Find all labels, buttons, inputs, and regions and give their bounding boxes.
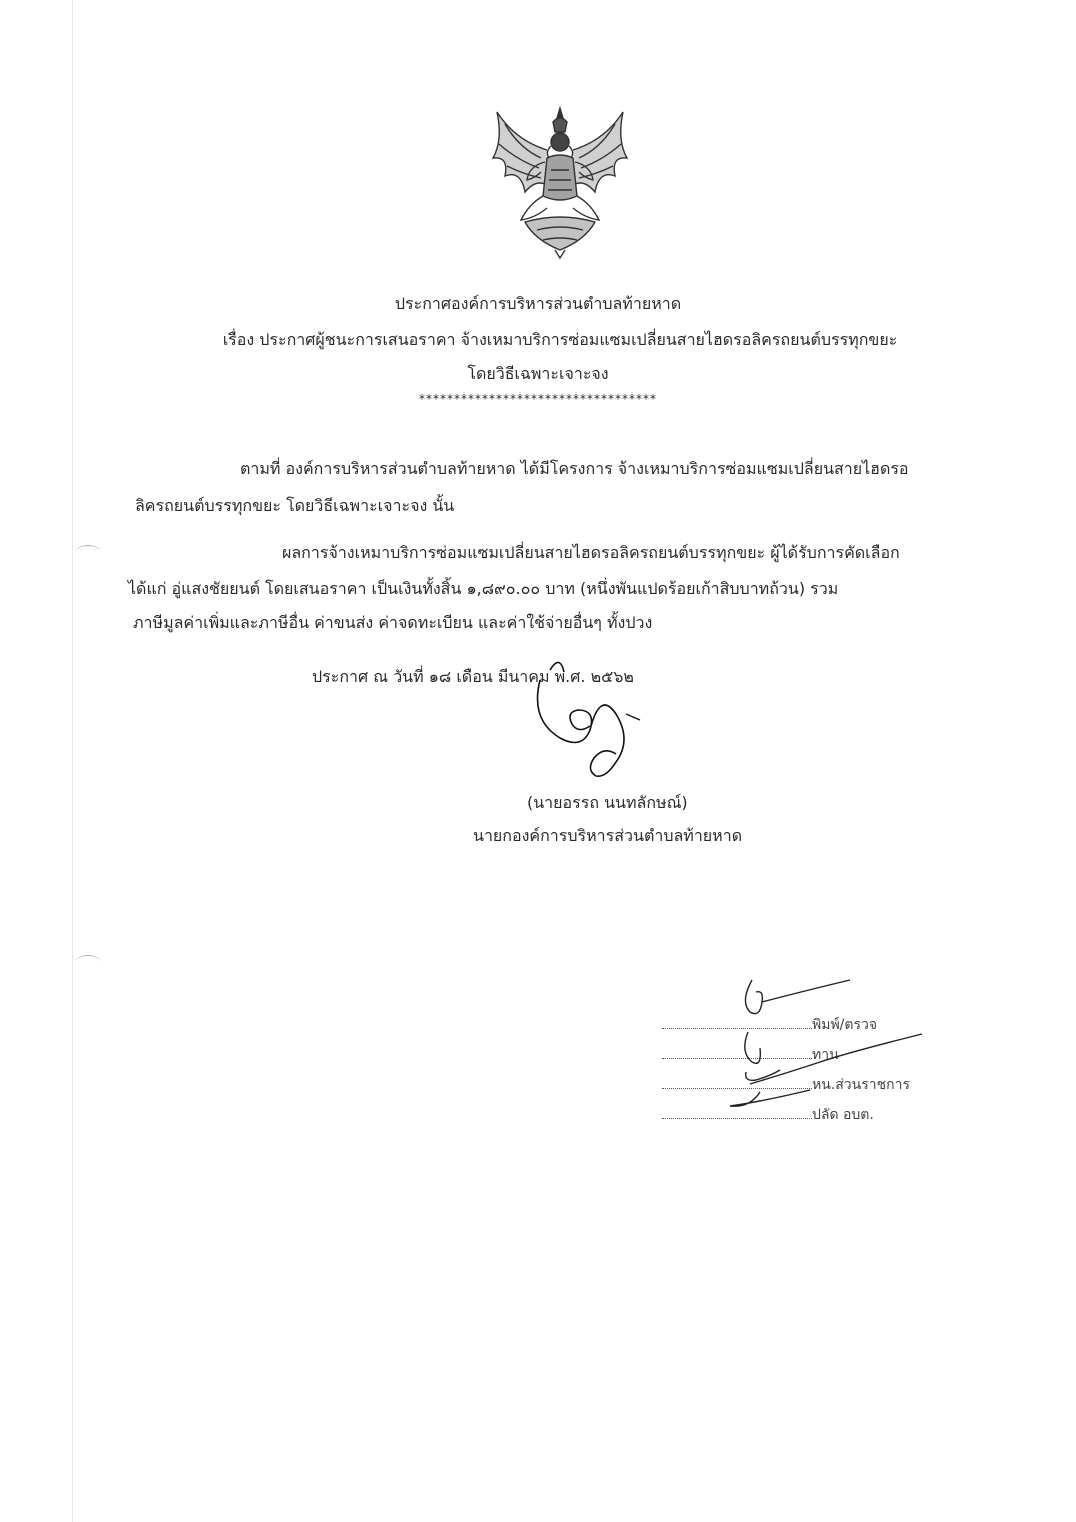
punch-hole-mark <box>75 955 101 970</box>
routing-label: พิมพ์/ตรวจ <box>812 1017 878 1033</box>
paragraph-2-line-1: ผลการจ้างเหมาบริการซ่อมแซมเปลี่ยนสายไฮดรอลิครถยนต์บรรทุกขยะ ผู้ได้รับการคัดเลือก <box>282 543 900 562</box>
announcement-title: ประกาศองค์การบริหารส่วนตำบลท้ายหาด <box>394 294 682 313</box>
separator-stars: ********************************** <box>419 392 657 406</box>
announcement-date: ประกาศ ณ วันที่ ๑๘ เดือน มีนาคม พ.ศ. ๒๕๖๒ <box>312 667 634 686</box>
announcement-subject: เรื่อง ประกาศผู้ชนะการเสนอราคา จ้างเหมาบริการซ่อมแซมเปลี่ยนสายไฮดรอลิครถยนต์บรรทุกขยะ <box>222 330 898 349</box>
scan-edge <box>72 0 73 1522</box>
routing-label: ทาน <box>812 1047 839 1063</box>
handwritten-signature <box>520 650 670 790</box>
garuda-emblem-icon <box>485 100 635 260</box>
routing-label: หน.ส่วนราชการ <box>812 1077 910 1093</box>
paragraph-2-line-3: ภาษีมูลค่าเพิ่มและภาษีอื่น ค่าขนส่ง ค่าจดทะเบียน และค่าใช้จ่ายอื่นๆ ทั้งปวง <box>133 613 653 632</box>
punch-hole-mark <box>75 545 101 560</box>
procurement-method: โดยวิธีเฉพาะเจาะจง <box>467 364 609 383</box>
signatory-position: นายกองค์การบริหารส่วนตำบลท้ายหาด <box>473 826 743 845</box>
handwritten-initials <box>700 972 930 1122</box>
paragraph-1-line-1: ตามที่ องค์การบริหารส่วนตำบลท้ายหาด ได้มีโครงการ จ้างเหมาบริการซ่อมแซมเปลี่ยนสายไฮดรอ <box>240 459 909 478</box>
paragraph-1-line-2: ลิครถยนต์บรรทุกขยะ โดยวิธีเฉพาะเจาะจง นั้น <box>135 496 455 515</box>
paragraph-2-line-2: ได้แก่ อู่แสงชัยยนต์ โดยเสนอราคา เป็นเงินทั้งสิ้น ๑,๘๙๐.๐๐ บาท (หนึ่งพันแปดร้อยเก้าสิบบาทถ้วน) รวม <box>128 579 839 598</box>
routing-label: ปลัด อบต. <box>812 1107 874 1123</box>
signatory-name: (นายอรรถ นนทลักษณ์) <box>527 793 688 812</box>
